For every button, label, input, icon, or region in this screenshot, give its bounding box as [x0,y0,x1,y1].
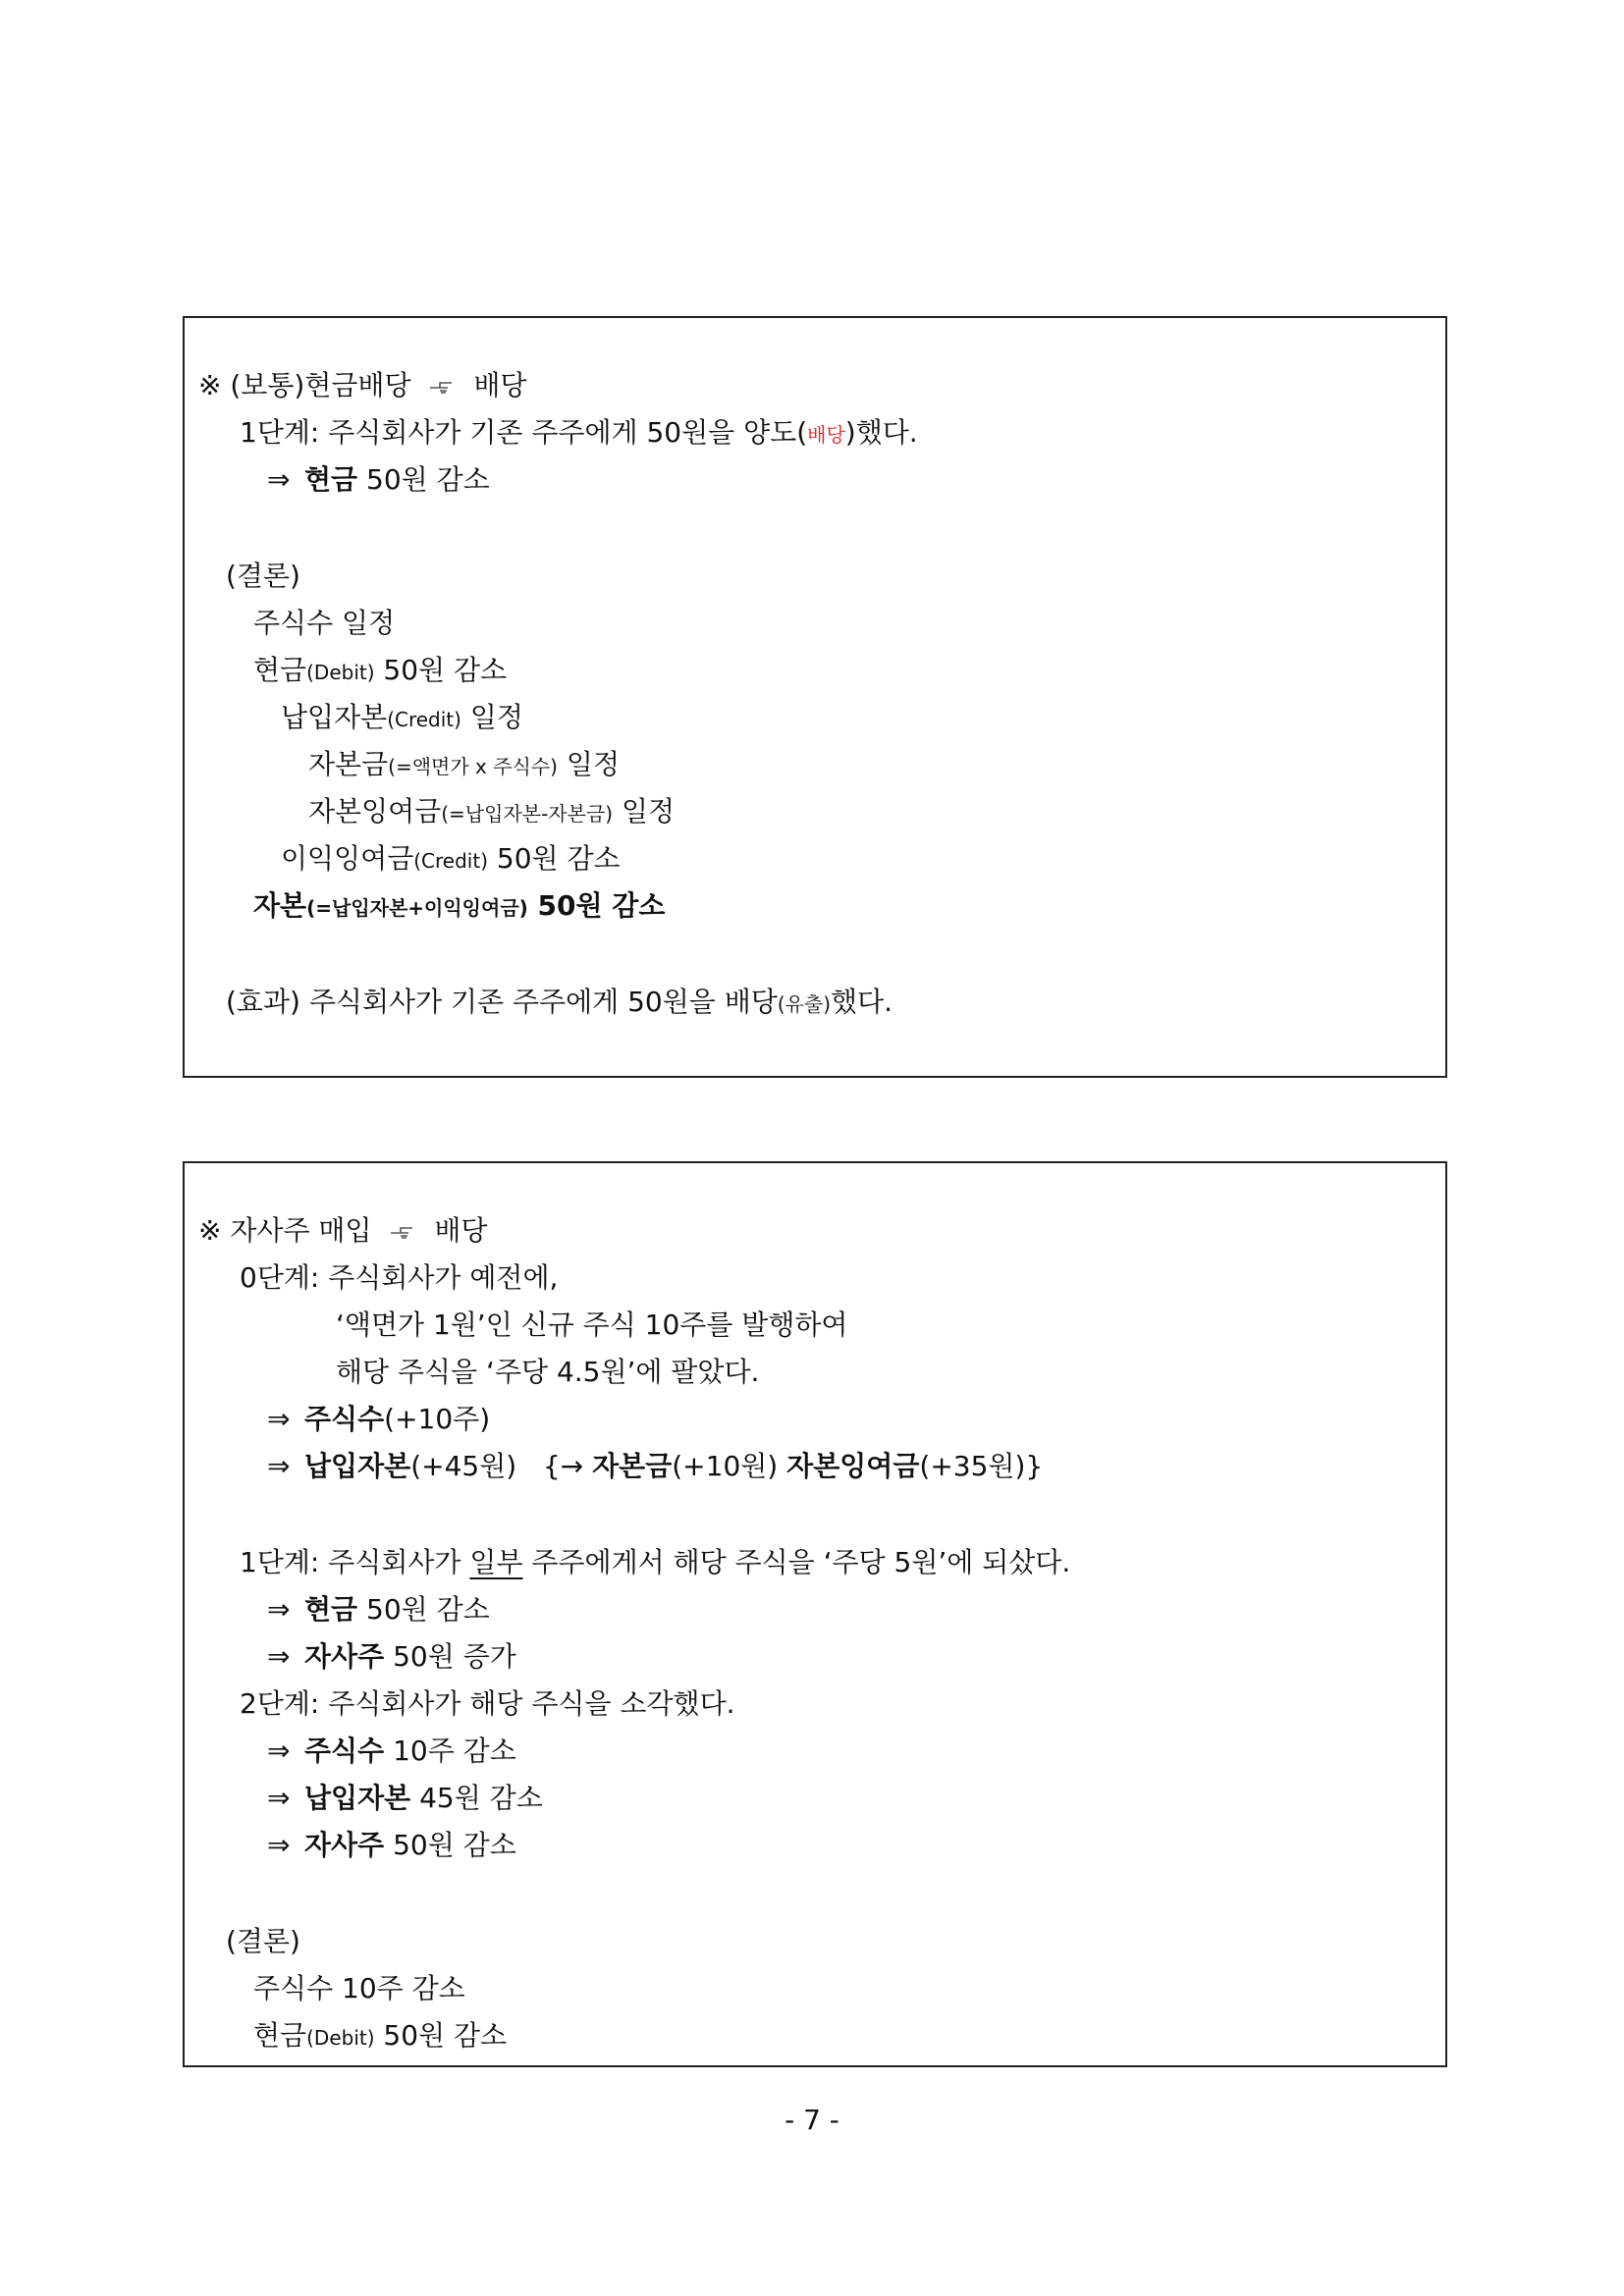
conclusion-label: (결론) [226,1925,300,1957]
conclusion-retained-earnings: 이익잉여금(Credit) 50원 감소 [281,842,621,875]
step-2-result-shares: ⇒ 주식수 10주 감소 [267,1735,516,1767]
implies-arrow: ⇒ [267,1782,291,1814]
implies-arrow: ⇒ [267,1450,291,1482]
implies-arrow: ⇒ [267,1735,291,1767]
implies-arrow: ⇒ [267,1640,291,1673]
cash-dividend-box [183,316,1447,1078]
conclusion-capital-stock: 자본금(=액면가 x 주식수) 일정 [308,748,621,780]
step-0-result-paid-in: ⇒ 납입자본(+45원) {→ 자본금(+10원) 자본잉여금(+35원)} [267,1450,1044,1482]
section-title: ※ (보통)현금배당 배당 [198,369,527,401]
implies-arrow: ⇒ [267,1829,291,1861]
step-0-result-shares: ⇒ 주식수(+10주) [267,1403,491,1435]
step-1-result: ⇒ 현금 50원 감소 [267,463,490,496]
step-1: 1단계: 주식회사가 일부 주주에게서 해당 주식을 ‘주당 5원’에 되샀다. [240,1546,1071,1578]
pointing-hand-icon [419,369,464,402]
section-title: ※ 자사주 매입 배당 [198,1214,488,1247]
step-1-result-cash: ⇒ 현금 50원 감소 [267,1593,490,1626]
implies-arrow: ⇒ [267,1403,291,1435]
treasury-stock-box [183,1161,1447,2067]
step-0-line-2: ‘액면가 1원’인 신규 주식 10주를 발행하여 [336,1308,848,1341]
conclusion-cash: 현금(Debit) 50원 감소 [253,654,508,686]
reference-mark: ※ [198,1214,222,1247]
step-1: 1단계: 주식회사가 기존 주주에게 50원을 양도(배당)했다. [240,416,918,449]
step-1-result-treasury: ⇒ 자사주 50원 증가 [267,1640,516,1673]
conclusion-equity: 자본(=납입자본+이익잉여금) 50원 감소 [253,889,666,922]
reference-mark: ※ [198,369,222,401]
conclusion-shares: 주식수 일정 [253,607,396,639]
conclusion-paid-in-capital: 납입자본(Credit) 일정 [281,701,523,733]
step-2-result-paid-in: ⇒ 납입자본 45원 감소 [267,1782,543,1814]
implies-arrow: ⇒ [267,463,291,496]
step-0-line-3: 해당 주식을 ‘주당 4.5원’에 팔았다. [336,1356,760,1388]
step-2: 2단계: 주식회사가 해당 주식을 소각했다. [240,1687,735,1720]
conclusion-label: (결론) [226,560,300,592]
conclusion-capital-surplus: 자본잉여금(=납입자본-자본금) 일정 [308,795,676,828]
effect: (효과) 주식회사가 기존 주주에게 50원을 배당(유출)했다. [226,986,893,1018]
conclusion-shares: 주식수 10주 감소 [253,1972,465,2004]
page-number: - 7 - [785,2104,839,2136]
conclusion-cash: 현금(Debit) 50원 감소 [253,2019,508,2052]
pointing-hand-icon [380,1214,425,1248]
implies-arrow: ⇒ [267,1593,291,1626]
step-0: 0단계: 주식회사가 예전에, [240,1261,559,1294]
step-2-result-treasury: ⇒ 자사주 50원 감소 [267,1829,516,1861]
